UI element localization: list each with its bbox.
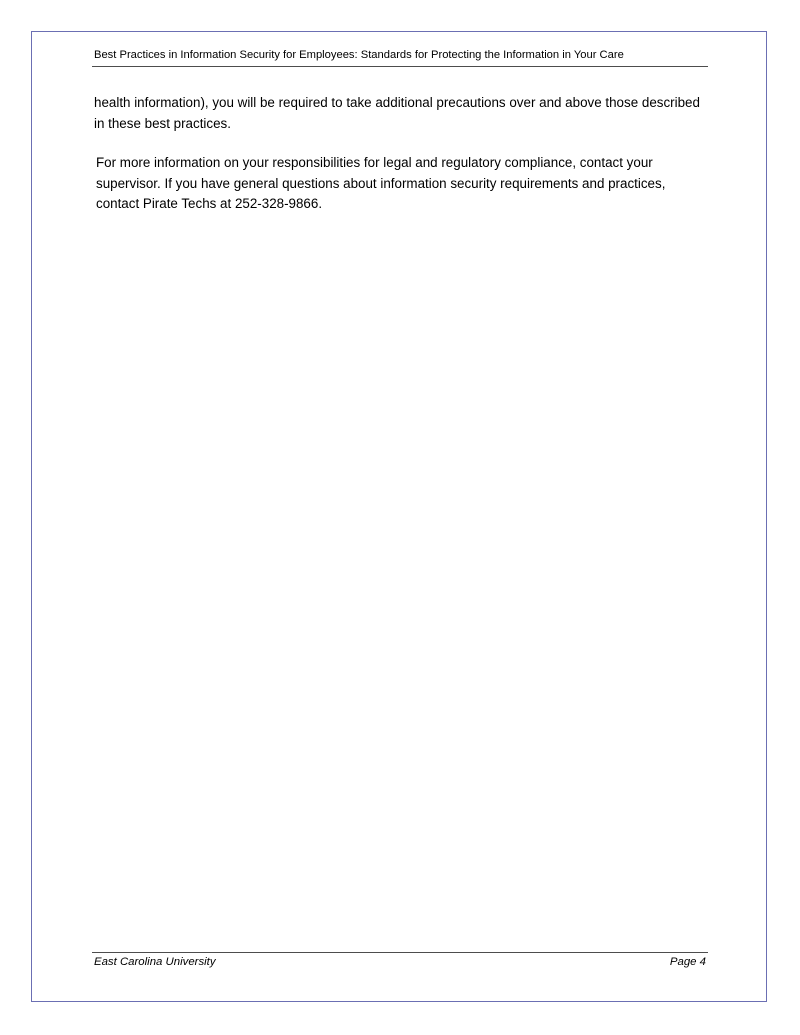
footer-rule [92, 952, 708, 953]
footer-page-number: Page 4 [669, 956, 706, 968]
footer-organization: East Carolina University [94, 956, 216, 968]
body-paragraph-continuation: health information), you will be required to take additional precautions over and above those described in these best practices. [94, 95, 700, 131]
running-header: Best Practices in Information Security for Employees: Standards for Protecting the Information in Your Care [94, 49, 624, 61]
body-paragraph-contact: For more information on your responsibilities for legal and regulatory compliance, contact your supervisor. If you have general questions about information security requirements and practices, contact Pirate Techs at 252-328-9866. [96, 155, 666, 211]
header-rule [92, 66, 708, 67]
